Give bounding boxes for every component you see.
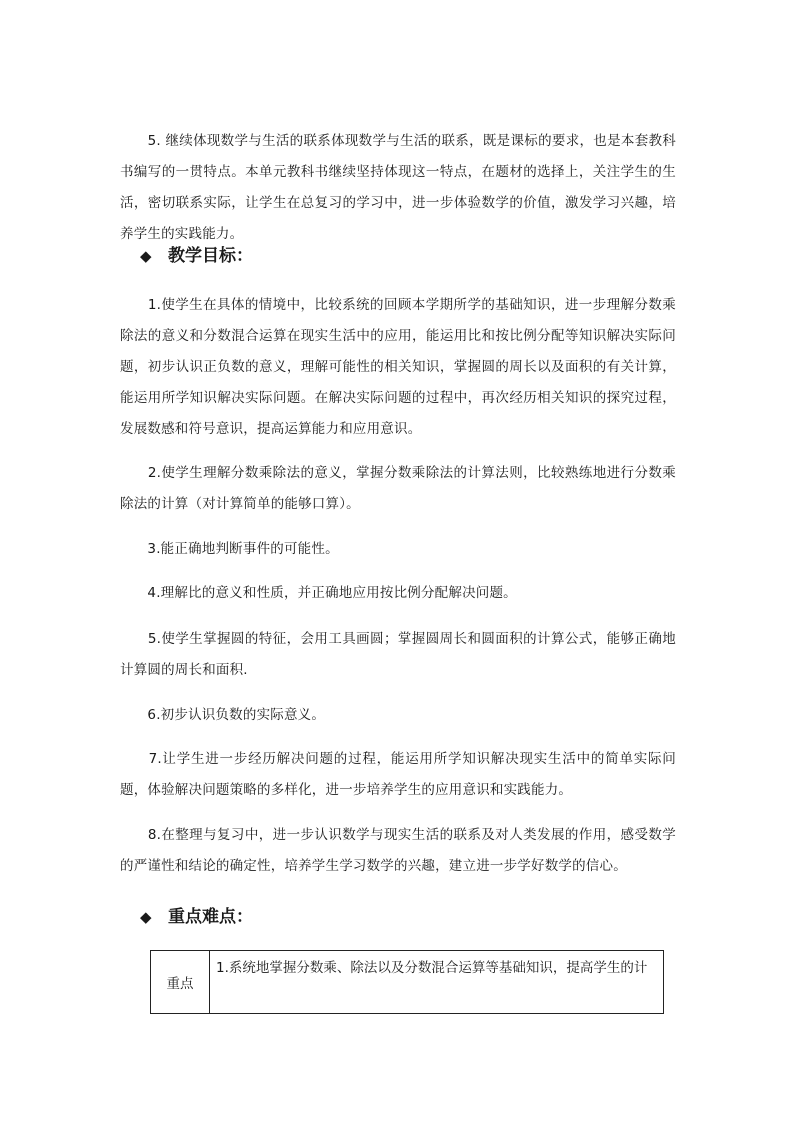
objective-1: 1.使学生在具体的情境中，比较系统的回顾本学期所学的基础知识，进一步理解分数乘除法的意义和分数混合运算在现实生活中的应用，能运用比和按比例分配等知识解决实际问题，初步认识正负数的意义，理解可能性的相关知识，掌握圆的周长以及面积的有关计算，能运用所学知识解决实际问题。在解决实际问题的过程中，再次经历相关知识的探究过程，发展数感和符号意识，提高运算能力和应用意识。 xyxy=(120,297,676,437)
objective-3: 3.能正确地判断事件的可能性。 xyxy=(120,541,339,557)
keypoints-heading-text: 重点难点： xyxy=(168,907,253,927)
keypoints-heading xyxy=(140,905,253,929)
objective-5: 5.使学生掌握圆的特征，会用工具画圆；掌握圆周长和圆面积的计算公式，能够正确地计算圆的周长和面积. xyxy=(120,631,676,678)
keypoints-row-header: 重点 xyxy=(151,951,210,1014)
objectives-heading xyxy=(140,244,253,268)
objective-6: 6.初步认识负数的实际意义。 xyxy=(120,707,326,723)
objective-7: 7.让学生进一步经历解决问题的过程，能运用所学知识解决现实生活中的简单实际问题，体验解决问题策略的多样化，进一步培养学生的应用意识和实践能力。 xyxy=(120,751,676,798)
objective-8: 8.在整理与复习中，进一步认识数学与现实生活的联系及对人类发展的作用，感受数学的严谨性和结论的确定性，培养学生学习数学的兴趣，建立进一步学好数学的信心。 xyxy=(120,827,676,874)
objective-4: 4.理解比的意义和性质，并正确地应用按比例分配解决问题。 xyxy=(120,585,517,601)
diamond-bullet-icon: ◆ xyxy=(140,247,152,265)
keypoints-row-text: 1.系统地掌握分数乘、除法以及分数混合运算等基础知识，提高学生的计 xyxy=(210,951,664,1014)
table-row xyxy=(151,951,664,1014)
objective-2: 2.使学生理解分数乘除法的意义，掌握分数乘除法的计算法则，比较熟练地进行分数乘除法的计算（对计算简单的能够口算）。 xyxy=(120,465,676,512)
intro-paragraph: 5. 继续体现数学与生活的联系体现数学与生活的联系，既是课标的要求，也是本套教科书编写的一贯特点。本单元教科书继续坚持体现这一特点，在题材的选择上，关注学生的生活，密切联系实际，让学生在总复习的学习中，进一步体验数学的价值，激发学习兴趣，培养学生的实践能力。 xyxy=(120,133,676,242)
objectives-heading-text: 教学目标： xyxy=(168,246,253,266)
diamond-bullet-icon: ◆ xyxy=(140,908,152,926)
keypoints-table xyxy=(150,950,664,1014)
